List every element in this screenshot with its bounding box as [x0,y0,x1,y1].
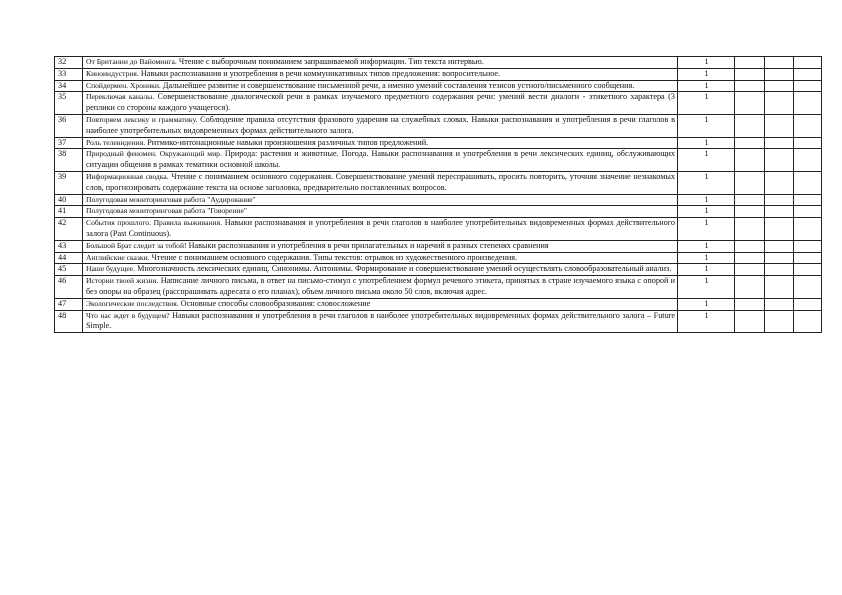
table-row [55,171,822,194]
lesson-topic-content: Соблюдение правила отсутствия фразового ударения на служебных словах. Навыки распознавания и употребления в речи глаголов в наиболее употребительных видовременных формах действительного залога. [86,114,676,135]
actual-date-cell [765,218,794,241]
actual-date-cell [765,137,794,149]
planned-date-cell [735,206,765,218]
lesson-topic-title: Истории твоей жизни. [86,276,159,286]
actual-date-cell [765,240,794,252]
actual-date-cell [765,149,794,172]
note-cell [794,149,822,172]
note-cell [794,240,822,252]
table-row [55,218,822,241]
note-cell [794,298,822,310]
lesson-hours-cell: 1 [678,68,735,80]
planned-date-cell [735,137,765,149]
table-row [55,57,822,69]
table-row [55,206,822,218]
lesson-topic-content: Навыки распознавания и употребления в речи глаголов в наиболее употребительных видовременных формах действительного залога (Past Continuous). [86,218,675,238]
actual-date-cell [765,80,794,92]
planned-date-cell [735,171,765,194]
table-row [55,310,822,333]
lesson-hours-cell: 1 [678,137,735,149]
lesson-number-cell: 37 [55,137,83,149]
note-cell [794,206,822,218]
note-cell [794,194,822,206]
lesson-topic-title: Полугодовая мониторинговая работа "Аудирование" [86,194,256,204]
lesson-number-cell: 38 [55,149,83,172]
actual-date-cell [765,194,794,206]
lesson-hours-cell: 1 [678,276,735,299]
lesson-number-cell: 33 [55,68,83,80]
lesson-number-cell: 45 [55,264,83,276]
note-cell [794,276,822,299]
actual-date-cell [765,298,794,310]
table-row [55,80,822,92]
actual-date-cell [765,57,794,69]
lesson-topic-title: Наше будущее. [86,264,136,274]
lesson-topic-cell [83,194,678,206]
lesson-hours-cell: 1 [678,252,735,264]
lesson-topic-content: Основные способы словообразования: словосложение [180,298,371,308]
lesson-number-cell: 44 [55,252,83,264]
lesson-topic-title: Киноиндустрия. [86,68,139,78]
lesson-topic-title: Английские сказки. [86,252,150,262]
lesson-hours-cell: 1 [678,206,735,218]
planned-date-cell [735,310,765,333]
actual-date-cell [765,264,794,276]
lesson-topic-cell [83,68,678,80]
lesson-topic-content: Написание личного письма, в ответ на письмо-стимул с употреблением формул речевого этикета, принятых в стране изучаемого языка с опорой и без опоры на образец (расспрашивать адресата о его планах), объем личного письма около 50 слов, включая адрес. [86,276,676,296]
lesson-topic-content: Ритмико-интонационные навыки произношения различных типов предложений. [147,137,429,147]
planned-date-cell [735,92,765,115]
lesson-plan-table-body [55,57,822,333]
table-row [55,68,822,80]
planned-date-cell [735,114,765,137]
lesson-topic-title: Повторяем лексику и грамматику. [86,114,198,124]
lesson-number-cell: 34 [55,80,83,92]
lesson-topic-title: Роль телевидения. [86,137,146,147]
planned-date-cell [735,218,765,241]
lesson-hours-cell: 1 [678,194,735,206]
note-cell [794,264,822,276]
planned-date-cell [735,276,765,299]
lesson-topic-title: События прошлого. Правила выживания. [86,218,222,228]
planned-date-cell [735,57,765,69]
table-row [55,114,822,137]
lesson-number-cell: 41 [55,206,83,218]
lesson-topic-cell [83,218,678,241]
planned-date-cell [735,149,765,172]
note-cell [794,137,822,149]
lesson-hours-cell: 1 [678,264,735,276]
actual-date-cell [765,310,794,333]
lesson-hours-cell: 1 [678,310,735,333]
lesson-topic-content: Чтение с пониманием основного содержания. Совершенствование умений переспрашивать, просить повторить, уточняя значение незнакомых слов, прогнозировать содержание текста на основе заголовка, предварительно поставленных вопросов. [86,171,676,192]
planned-date-cell [735,252,765,264]
lesson-hours-cell: 1 [678,80,735,92]
table-row [55,240,822,252]
lesson-topic-content: Навыки распознавания и употребления в речи прилагательных и наречий в разных степенях сравнения [188,240,549,250]
lesson-topic-content: Навыки распознавания и употребления в речи глаголов в наиболее употребительных видовременных формах действительного залога – Future Simple. [86,310,676,331]
lesson-topic-cell [83,92,678,115]
lesson-number-cell: 36 [55,114,83,137]
note-cell [794,171,822,194]
actual-date-cell [765,114,794,137]
lesson-topic-cell [83,240,678,252]
planned-date-cell [735,240,765,252]
actual-date-cell [765,171,794,194]
lesson-topic-cell [83,171,678,194]
actual-date-cell [765,92,794,115]
lesson-topic-cell [83,114,678,137]
lesson-plan-table [54,56,822,333]
lesson-topic-title: Большой Брат следит за тобой! [86,240,187,250]
planned-date-cell [735,80,765,92]
lesson-topic-content: Многозначность лексических единиц. Синонимы. Антонимы. Формирование и совершенствование умений осуществлять словообразовательный анализ. [137,264,672,274]
lesson-hours-cell: 1 [678,114,735,137]
lesson-topic-cell [83,137,678,149]
table-row [55,264,822,276]
lesson-topic-title: Природный феномен. Окружающий мир. [86,149,222,159]
lesson-topic-cell [83,149,678,172]
actual-date-cell [765,206,794,218]
lesson-hours-cell: 1 [678,57,735,69]
lesson-topic-content: Навыки распознавания и употребления в речи коммуникативных типов предложения: вопросительное. [140,68,501,78]
lesson-topic-content: Совершенствование диалогической речи в рамках изучаемого предметного содержания речи: умений вести диалоги - этикетного характера (3 реплики со стороны каждого учащегося). [86,92,676,113]
note-cell [794,114,822,137]
table-row [55,252,822,264]
lesson-topic-cell [83,264,678,276]
lesson-topic-cell [83,57,678,69]
lesson-topic-title: Спойдермен. Хроники. [86,80,161,90]
lesson-number-cell: 47 [55,298,83,310]
lesson-hours-cell: 1 [678,92,735,115]
note-cell [794,92,822,115]
note-cell [794,310,822,333]
note-cell [794,252,822,264]
lesson-topic-title: Экологические последствия. [86,298,179,308]
lesson-topic-title: Что нас ждет в будущем? [86,310,170,320]
note-cell [794,80,822,92]
lesson-topic-cell [83,298,678,310]
planned-date-cell [735,194,765,206]
note-cell [794,68,822,80]
lesson-hours-cell: 1 [678,218,735,241]
lesson-number-cell: 42 [55,218,83,241]
lesson-topic-cell [83,80,678,92]
lesson-number-cell: 43 [55,240,83,252]
lesson-hours-cell: 1 [678,240,735,252]
note-cell [794,57,822,69]
lesson-hours-cell: 1 [678,149,735,172]
lesson-topic-content: Чтение с выборочным пониманием запрашиваемой информации. Тип текста интервью. [178,57,484,66]
actual-date-cell [765,68,794,80]
lesson-number-cell: 46 [55,276,83,299]
table-row [55,194,822,206]
lesson-topic-cell [83,252,678,264]
table-row [55,137,822,149]
lesson-topic-content: Чтение с пониманием основного содержания. Типы текстов: отрывок из художественного произведения. [151,252,518,262]
lesson-topic-cell [83,206,678,218]
lesson-topic-title: Переключая каналы. [86,92,155,102]
lesson-topic-content: Дальнейшее развитие и совершенствование письменной речи, а именно умений составления тезисов устного/письменного сообщения. [162,80,635,90]
planned-date-cell [735,264,765,276]
table-row [55,276,822,299]
lesson-number-cell: 40 [55,194,83,206]
lesson-hours-cell: 1 [678,171,735,194]
table-row [55,92,822,115]
planned-date-cell [735,298,765,310]
planned-date-cell [735,68,765,80]
lesson-topic-cell [83,276,678,299]
actual-date-cell [765,252,794,264]
table-row [55,149,822,172]
lesson-topic-title: Информационная сводка. [86,171,169,181]
lesson-topic-cell [83,310,678,333]
lesson-hours-cell: 1 [678,298,735,310]
lesson-topic-content: Природа: растения и животные. Погода. Навыки распознавания и употребления в речи лексических единиц, обслуживающих ситуации общения в рамках тематики основной школы. [86,149,675,170]
lesson-number-cell: 35 [55,92,83,115]
actual-date-cell [765,276,794,299]
table-row [55,298,822,310]
lesson-topic-title: От Британии до Вайоминга. [86,57,177,66]
lesson-number-cell: 48 [55,310,83,333]
lesson-number-cell: 32 [55,57,83,69]
lesson-topic-title: Полугодовая мониторинговая работа "Говорение" [86,206,247,216]
note-cell [794,218,822,241]
lesson-number-cell: 39 [55,171,83,194]
